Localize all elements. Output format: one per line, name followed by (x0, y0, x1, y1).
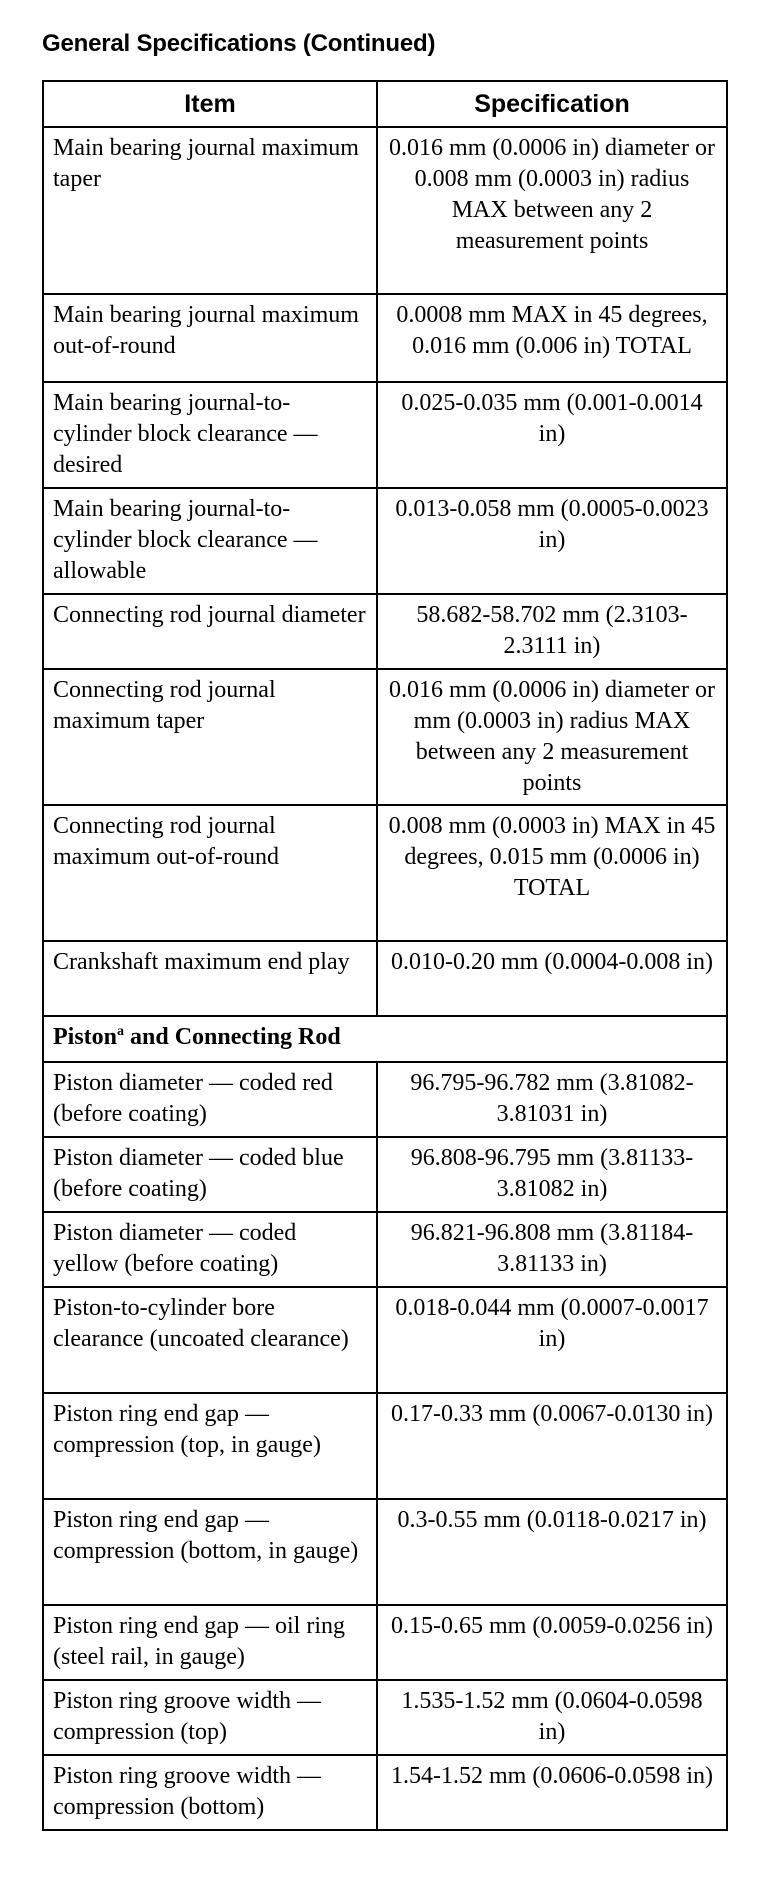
item-cell: Piston-to-cylinder bore clearance (uncoated clearance) (43, 1287, 377, 1393)
table-row (43, 127, 727, 294)
spec-cell: 0.016 mm (0.0006 in) diameter or 0.008 mm (0.0003 in) radius MAX between any 2 measurement points (377, 127, 727, 294)
spec-cell: 58.682-58.702 mm (2.3103-2.3111 in) (377, 594, 727, 669)
spec-cell: 96.795-96.782 mm (3.81082-3.81031 in) (377, 1062, 727, 1137)
table-row (43, 1680, 727, 1755)
item-cell: Main bearing journal maximum out-of-round (43, 294, 377, 382)
spec-cell: 96.808-96.795 mm (3.81133-3.81082 in) (377, 1137, 727, 1212)
table-row (43, 1137, 727, 1212)
item-cell: Piston ring end gap — oil ring (steel rail, in gauge) (43, 1605, 377, 1680)
item-cell: Piston diameter — coded red (before coating) (43, 1062, 377, 1137)
item-cell: Piston ring groove width — compression (bottom) (43, 1755, 377, 1830)
table-row (43, 382, 727, 488)
table-row (43, 594, 727, 669)
spec-cell: 0.008 mm (0.0003 in) MAX in 45 degrees, 0.015 mm (0.0006 in) TOTAL (377, 805, 727, 941)
table-row (43, 1287, 727, 1393)
item-cell: Piston diameter — coded yellow (before coating) (43, 1212, 377, 1287)
table-row (43, 1605, 727, 1680)
section-heading-end: and Connecting Rod (124, 1024, 341, 1050)
table-row (43, 488, 727, 594)
table-row (43, 941, 727, 1016)
table-row (43, 669, 727, 805)
column-header-item: Item (43, 81, 377, 127)
item-cell: Crankshaft maximum end play (43, 941, 377, 1016)
section-heading-start: Piston (53, 1024, 118, 1050)
page-title: General Specifications (Continued) (42, 30, 436, 57)
section-heading (43, 1016, 727, 1062)
spec-cell: 0.016 mm (0.0006 in) diameter or mm (0.0003 in) radius MAX between any 2 measurement points (377, 669, 727, 805)
item-cell: Piston ring groove width — compression (top) (43, 1680, 377, 1755)
column-header-specification: Specification (377, 81, 727, 127)
item-cell: Main bearing journal-to-cylinder block clearance — desired (43, 382, 377, 488)
item-cell: Main bearing journal-to-cylinder block clearance — allowable (43, 488, 377, 594)
spec-cell: 1.54-1.52 mm (0.0606-0.0598 in) (377, 1755, 727, 1830)
item-cell: Piston diameter — coded blue (before coating) (43, 1137, 377, 1212)
spec-cell: 1.535-1.52 mm (0.0604-0.0598 in) (377, 1680, 727, 1755)
item-cell: Main bearing journal maximum taper (43, 127, 377, 294)
table-row (43, 1499, 727, 1605)
spec-cell: 0.018-0.044 mm (0.0007-0.0017 in) (377, 1287, 727, 1393)
spec-cell: 0.0008 mm MAX in 45 degrees, 0.016 mm (0.006 in) TOTAL (377, 294, 727, 382)
footnote-marker: a (117, 1024, 125, 1039)
spec-cell: 0.3-0.55 mm (0.0118-0.0217 in) (377, 1499, 727, 1605)
spec-cell: 0.025-0.035 mm (0.001-0.0014 in) (377, 382, 727, 488)
spec-cell: 96.821-96.808 mm (3.81184-3.81133 in) (377, 1212, 727, 1287)
item-cell: Connecting rod journal maximum taper (43, 669, 377, 805)
table-header-row (43, 81, 727, 127)
item-cell: Connecting rod journal maximum out-of-round (43, 805, 377, 941)
spec-cell: 0.013-0.058 mm (0.0005-0.0023 in) (377, 488, 727, 594)
table-row (43, 805, 727, 941)
table-row (43, 1393, 727, 1499)
spec-cell: 0.15-0.65 mm (0.0059-0.0256 in) (377, 1605, 727, 1680)
spec-cell: 0.010-0.20 mm (0.0004-0.008 in) (377, 941, 727, 1016)
table-row (43, 294, 727, 382)
item-cell: Piston ring end gap — compression (bottom, in gauge) (43, 1499, 377, 1605)
item-cell: Connecting rod journal diameter (43, 594, 377, 669)
spec-cell: 0.17-0.33 mm (0.0067-0.0130 in) (377, 1393, 727, 1499)
table-row (43, 1212, 727, 1287)
section-row (43, 1016, 727, 1062)
specifications-table (42, 80, 728, 1831)
table-row (43, 1755, 727, 1830)
table-row (43, 1062, 727, 1137)
item-cell: Piston ring end gap — compression (top, in gauge) (43, 1393, 377, 1499)
